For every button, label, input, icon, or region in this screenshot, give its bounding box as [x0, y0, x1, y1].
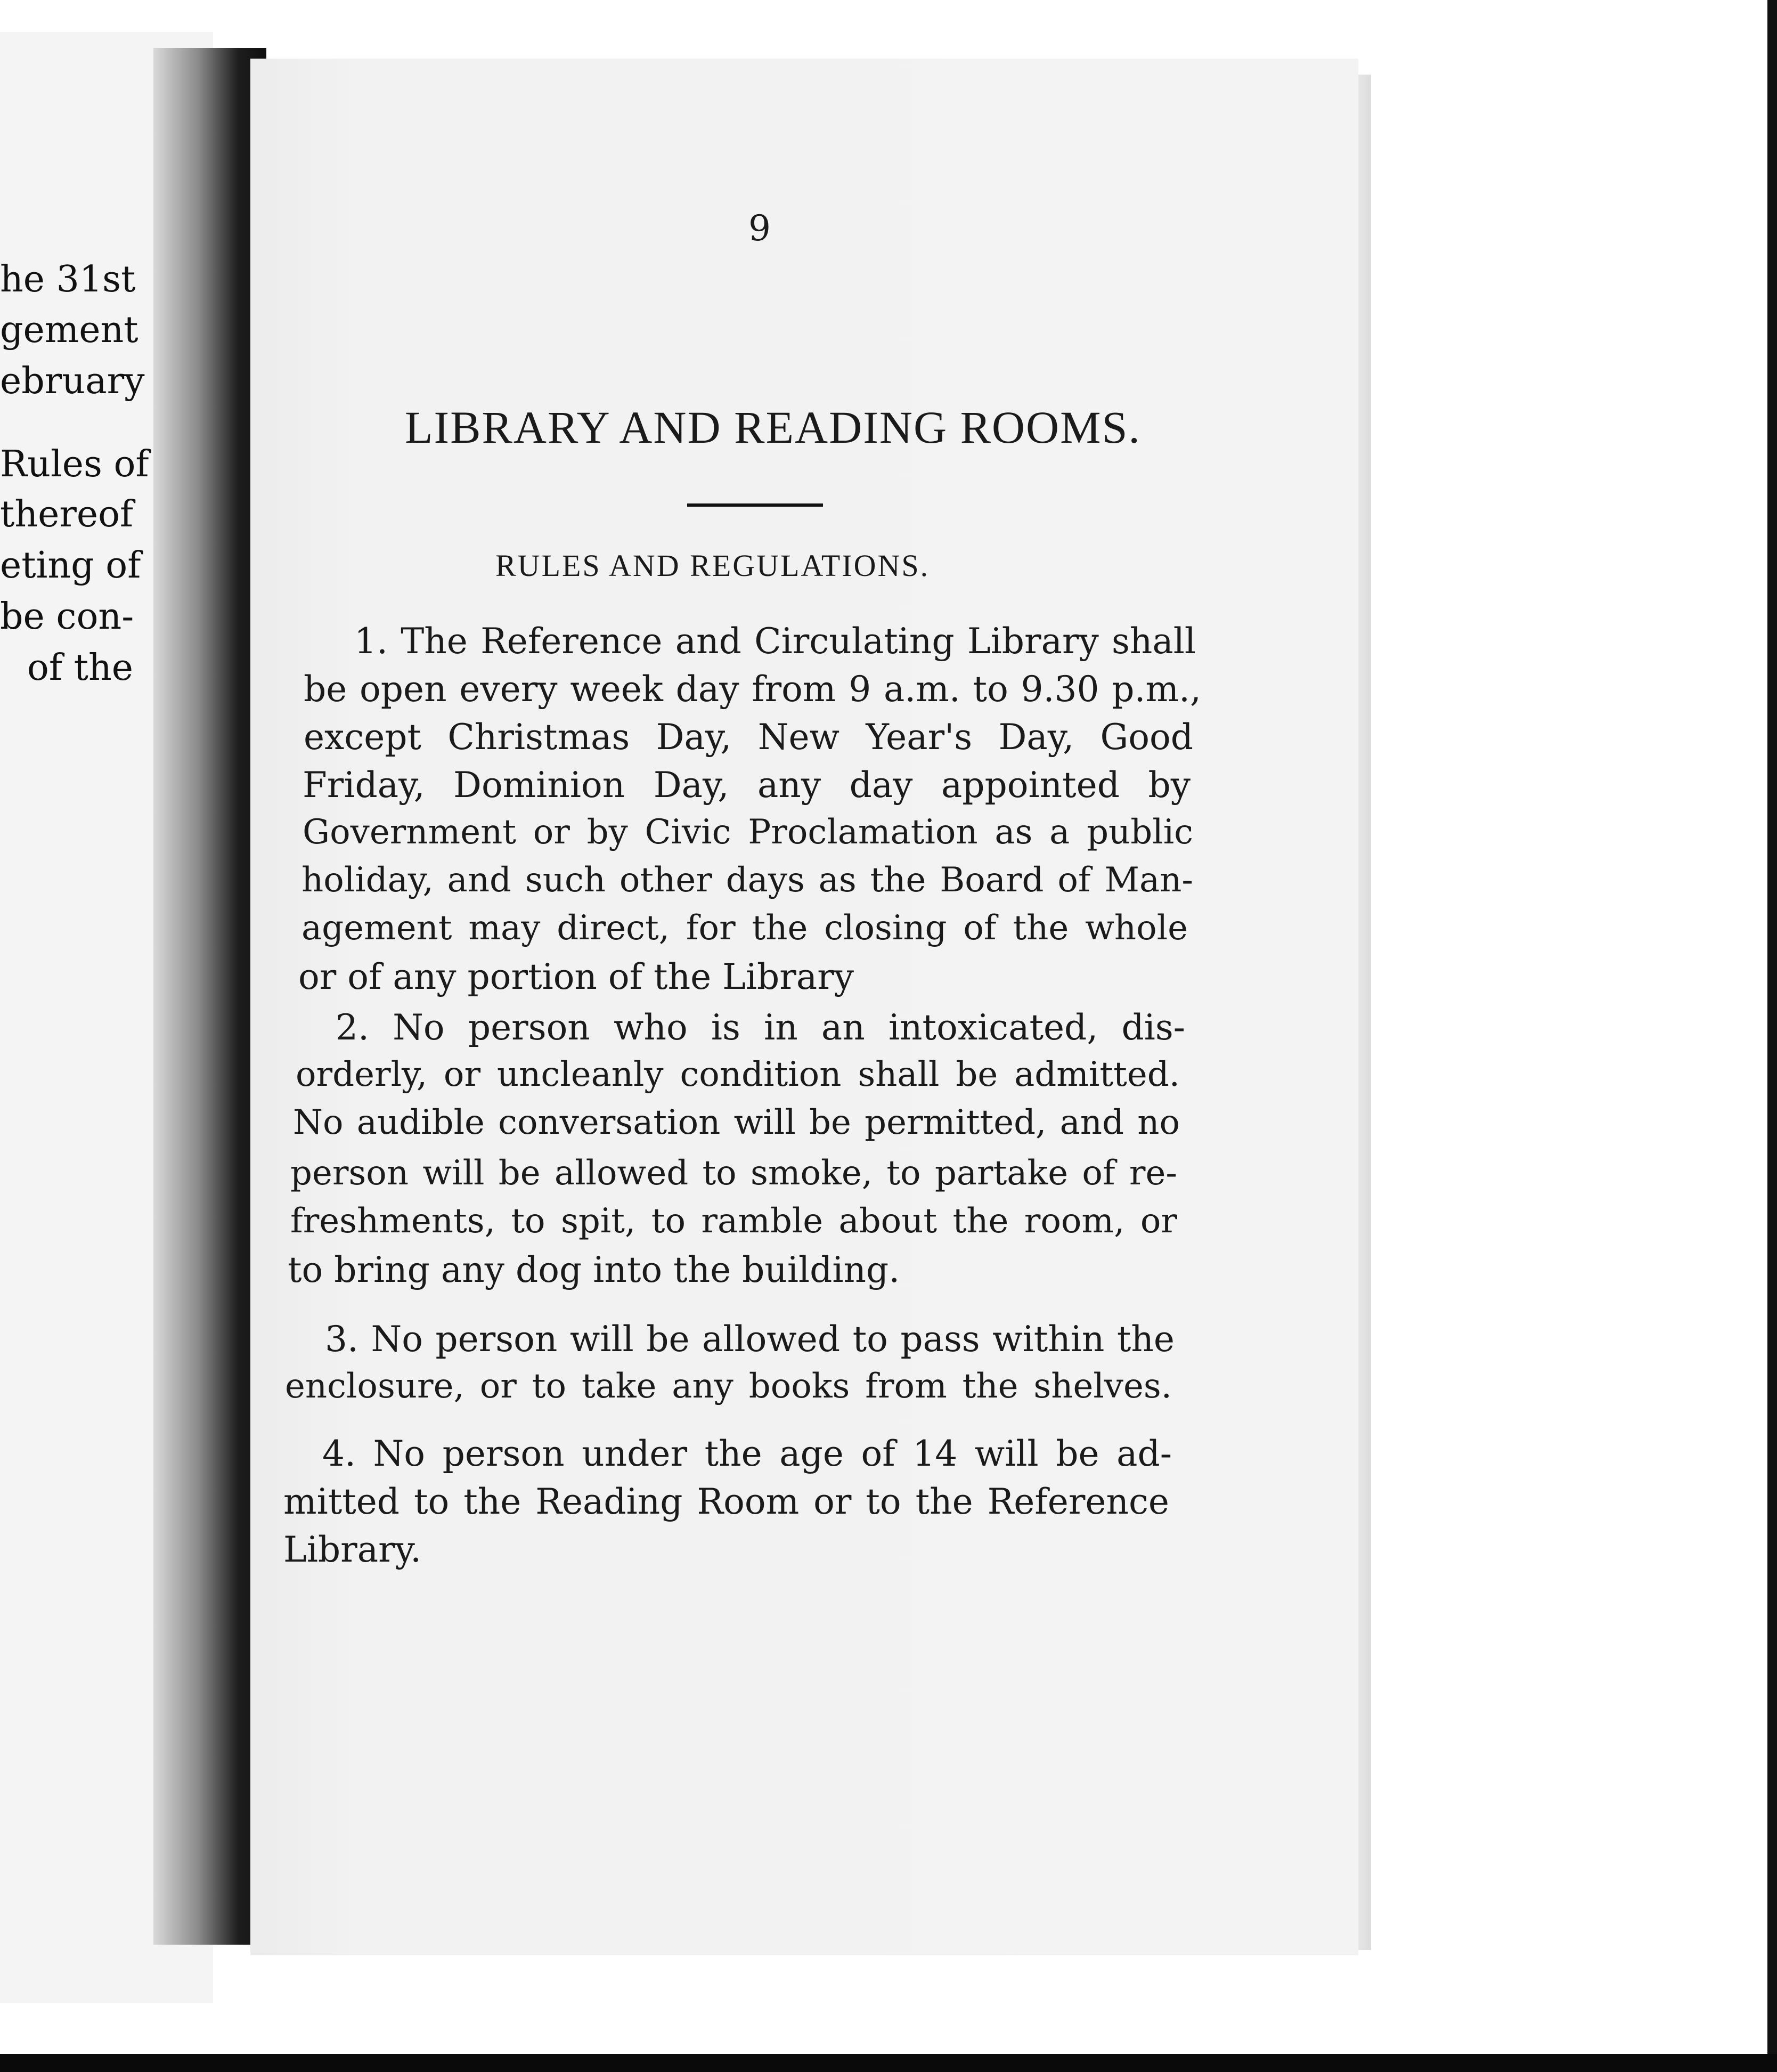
text-line: enclosure, or to take any books from the shelves. — [285, 1367, 1172, 1406]
facing-page-line: be con- — [0, 596, 134, 638]
title-rule — [687, 503, 823, 507]
text-line: except Christmas Day, New Year's Day, Good — [304, 717, 1193, 758]
text-line: 4. No person under the age of 14 will be ad- — [322, 1433, 1172, 1474]
text-line: No audible conversation will be permitted, and no — [293, 1103, 1180, 1142]
text-line: Government or by Civic Proclamation as a public — [303, 812, 1193, 852]
section-heading: RULES AND REGULATIONS. — [495, 548, 930, 583]
text-line: person will be allowed to smoke, to partake of re- — [290, 1153, 1177, 1193]
facing-page-line: ebruary — [0, 360, 145, 402]
book-gutter-shadow — [153, 48, 266, 1945]
facing-page-line: of the — [27, 647, 133, 689]
text-line: freshments, to spit, to ramble about the room, or — [290, 1201, 1177, 1241]
text-line: mitted to the Reading Room or to the Reference — [283, 1481, 1169, 1522]
text-line: 2. No person who is in an intoxicated, dis- — [336, 1007, 1185, 1048]
facing-page-line: he 31st — [0, 258, 136, 300]
text-line: Library. — [283, 1529, 422, 1570]
text-line: to bring any dog into the building. — [288, 1249, 900, 1290]
text-line: orderly, or uncleanly condition shall be admitted. — [296, 1055, 1180, 1094]
text-line: 3. No person will be allowed to pass within the — [325, 1319, 1175, 1360]
page-title: LIBRARY AND READING ROOMS. — [405, 402, 1141, 453]
text-line: be open every week day from 9 a.m. to 9.30 p.m., — [304, 669, 1201, 710]
facing-page-line: gement — [0, 309, 138, 351]
facing-page-line: eting of — [0, 545, 141, 587]
text-line: or of any portion of the Library — [298, 956, 854, 997]
facing-page-line: Rules of — [0, 443, 149, 485]
scan-bottom-edge — [0, 2054, 1777, 2072]
text-line: holiday, and such other days as the Board of Man- — [301, 860, 1193, 900]
facing-page-line: thereof — [0, 493, 134, 535]
scan-edge — [1767, 0, 1777, 2072]
text-line: Friday, Dominion Day, any day appointed by — [303, 765, 1191, 806]
page-edge — [1358, 75, 1371, 1950]
text-line: agement may direct, for the closing of the whole — [301, 908, 1188, 948]
text-line: 1. The Reference and Circulating Library shall — [354, 621, 1196, 662]
page-number: 9 — [748, 208, 771, 249]
